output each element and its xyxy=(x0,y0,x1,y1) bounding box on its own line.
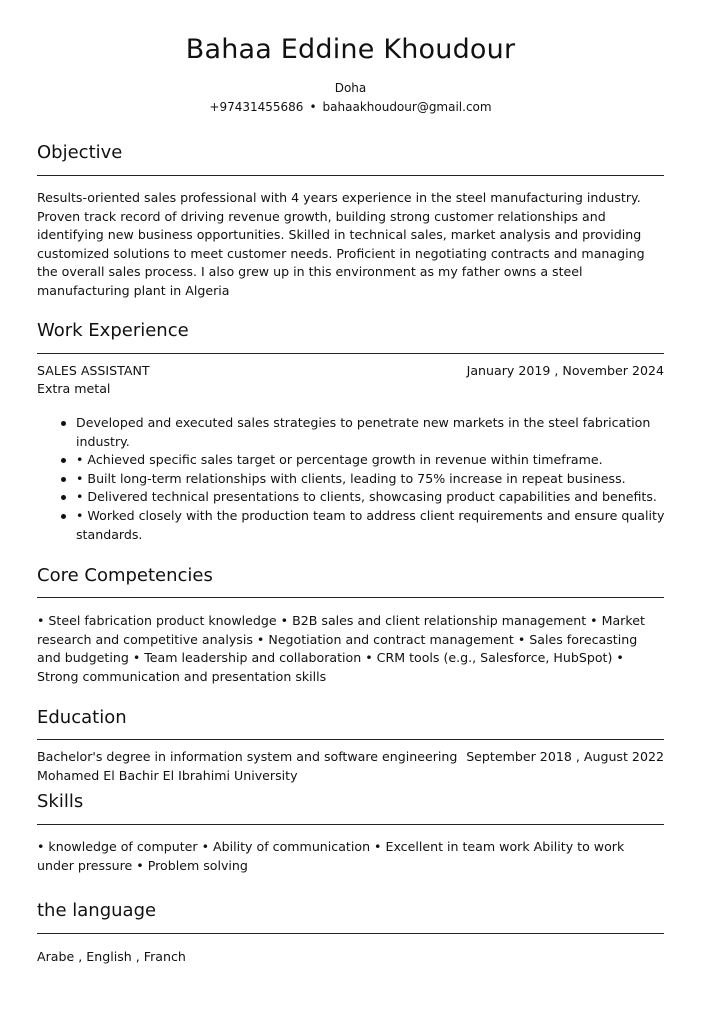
language-divider xyxy=(37,933,664,934)
job-bullet: Developed and executed sales strategies to penetrate new markets in the steel fabrication industry. xyxy=(76,414,703,451)
skills-heading: Skills xyxy=(37,791,84,812)
job-bullet: • Achieved specific sales target or percentage growth in revenue within timeframe. xyxy=(76,451,703,470)
skills-divider xyxy=(37,824,664,825)
contact-line xyxy=(37,99,664,115)
job-bullet: • Built long-term relationships with clients, leading to 75% increase in repeat business. xyxy=(76,470,703,489)
objective-text: Results-oriented sales professional with 4 years experience in the steel manufacturing industry. Proven track record of driving revenue growth, building strong customer relationships and identifying new business opportunities. Skilled in technical sales, market analysis and providing customized solutions to meet customer needs. Proficient in negotiating contracts and managing the overall sales process. I also grew up in this environment as my father owns a steel manufacturing plant in Algeria xyxy=(37,190,645,298)
core-competencies-text: • Steel fabrication product knowledge • B2B sales and client relationship management • Market research and competitive analysis • Negotiation and contract management • Sales forecasting and budgeting • Team leadership and collaboration • CRM tools (e.g., Salesforce, HubSpot) • Strong communication and presentation skills xyxy=(37,613,645,684)
work-experience-divider xyxy=(37,353,664,354)
work-experience-heading: Work Experience xyxy=(37,320,189,341)
education-heading: Education xyxy=(37,707,127,728)
core-competencies-heading: Core Competencies xyxy=(37,565,213,586)
job-dates: January 2019 , November 2024 xyxy=(466,363,664,378)
core-competencies-divider xyxy=(37,597,664,598)
job-header xyxy=(37,362,664,380)
phone-number: +97431455686 xyxy=(209,100,304,114)
company-name: Extra metal xyxy=(37,381,111,396)
objective-heading: Objective xyxy=(37,142,123,163)
objective-divider xyxy=(37,175,664,176)
job-bullet: • Worked closely with the production team to address client requirements and ensure quality standards. xyxy=(76,507,703,544)
skills-text: • knowledge of computer • Ability of communication • Excellent in team work Ability to work under pressure • Problem solving xyxy=(37,839,625,873)
language-text: Arabe , English , Franch xyxy=(37,949,186,964)
education-divider xyxy=(37,739,664,740)
email-address: bahaakhoudour@gmail.com xyxy=(322,100,492,114)
degree-name: Bachelor's degree in information system and software engineering xyxy=(37,749,458,764)
candidate-name: Bahaa Eddine Khoudour xyxy=(185,34,516,65)
job-title: SALES ASSISTANT xyxy=(37,363,150,378)
job-bullet-list xyxy=(37,414,703,544)
candidate-city: Doha xyxy=(334,81,367,95)
language-heading: the language xyxy=(37,900,157,921)
job-bullet: • Delivered technical presentations to clients, showcasing product capabilities and benefits. xyxy=(76,488,703,507)
contact-separator: • xyxy=(309,100,317,114)
education-dates: September 2018 , August 2022 xyxy=(466,749,664,764)
school-name: Mohamed El Bachir El Ibrahimi University xyxy=(37,768,298,783)
education-header xyxy=(37,748,664,766)
